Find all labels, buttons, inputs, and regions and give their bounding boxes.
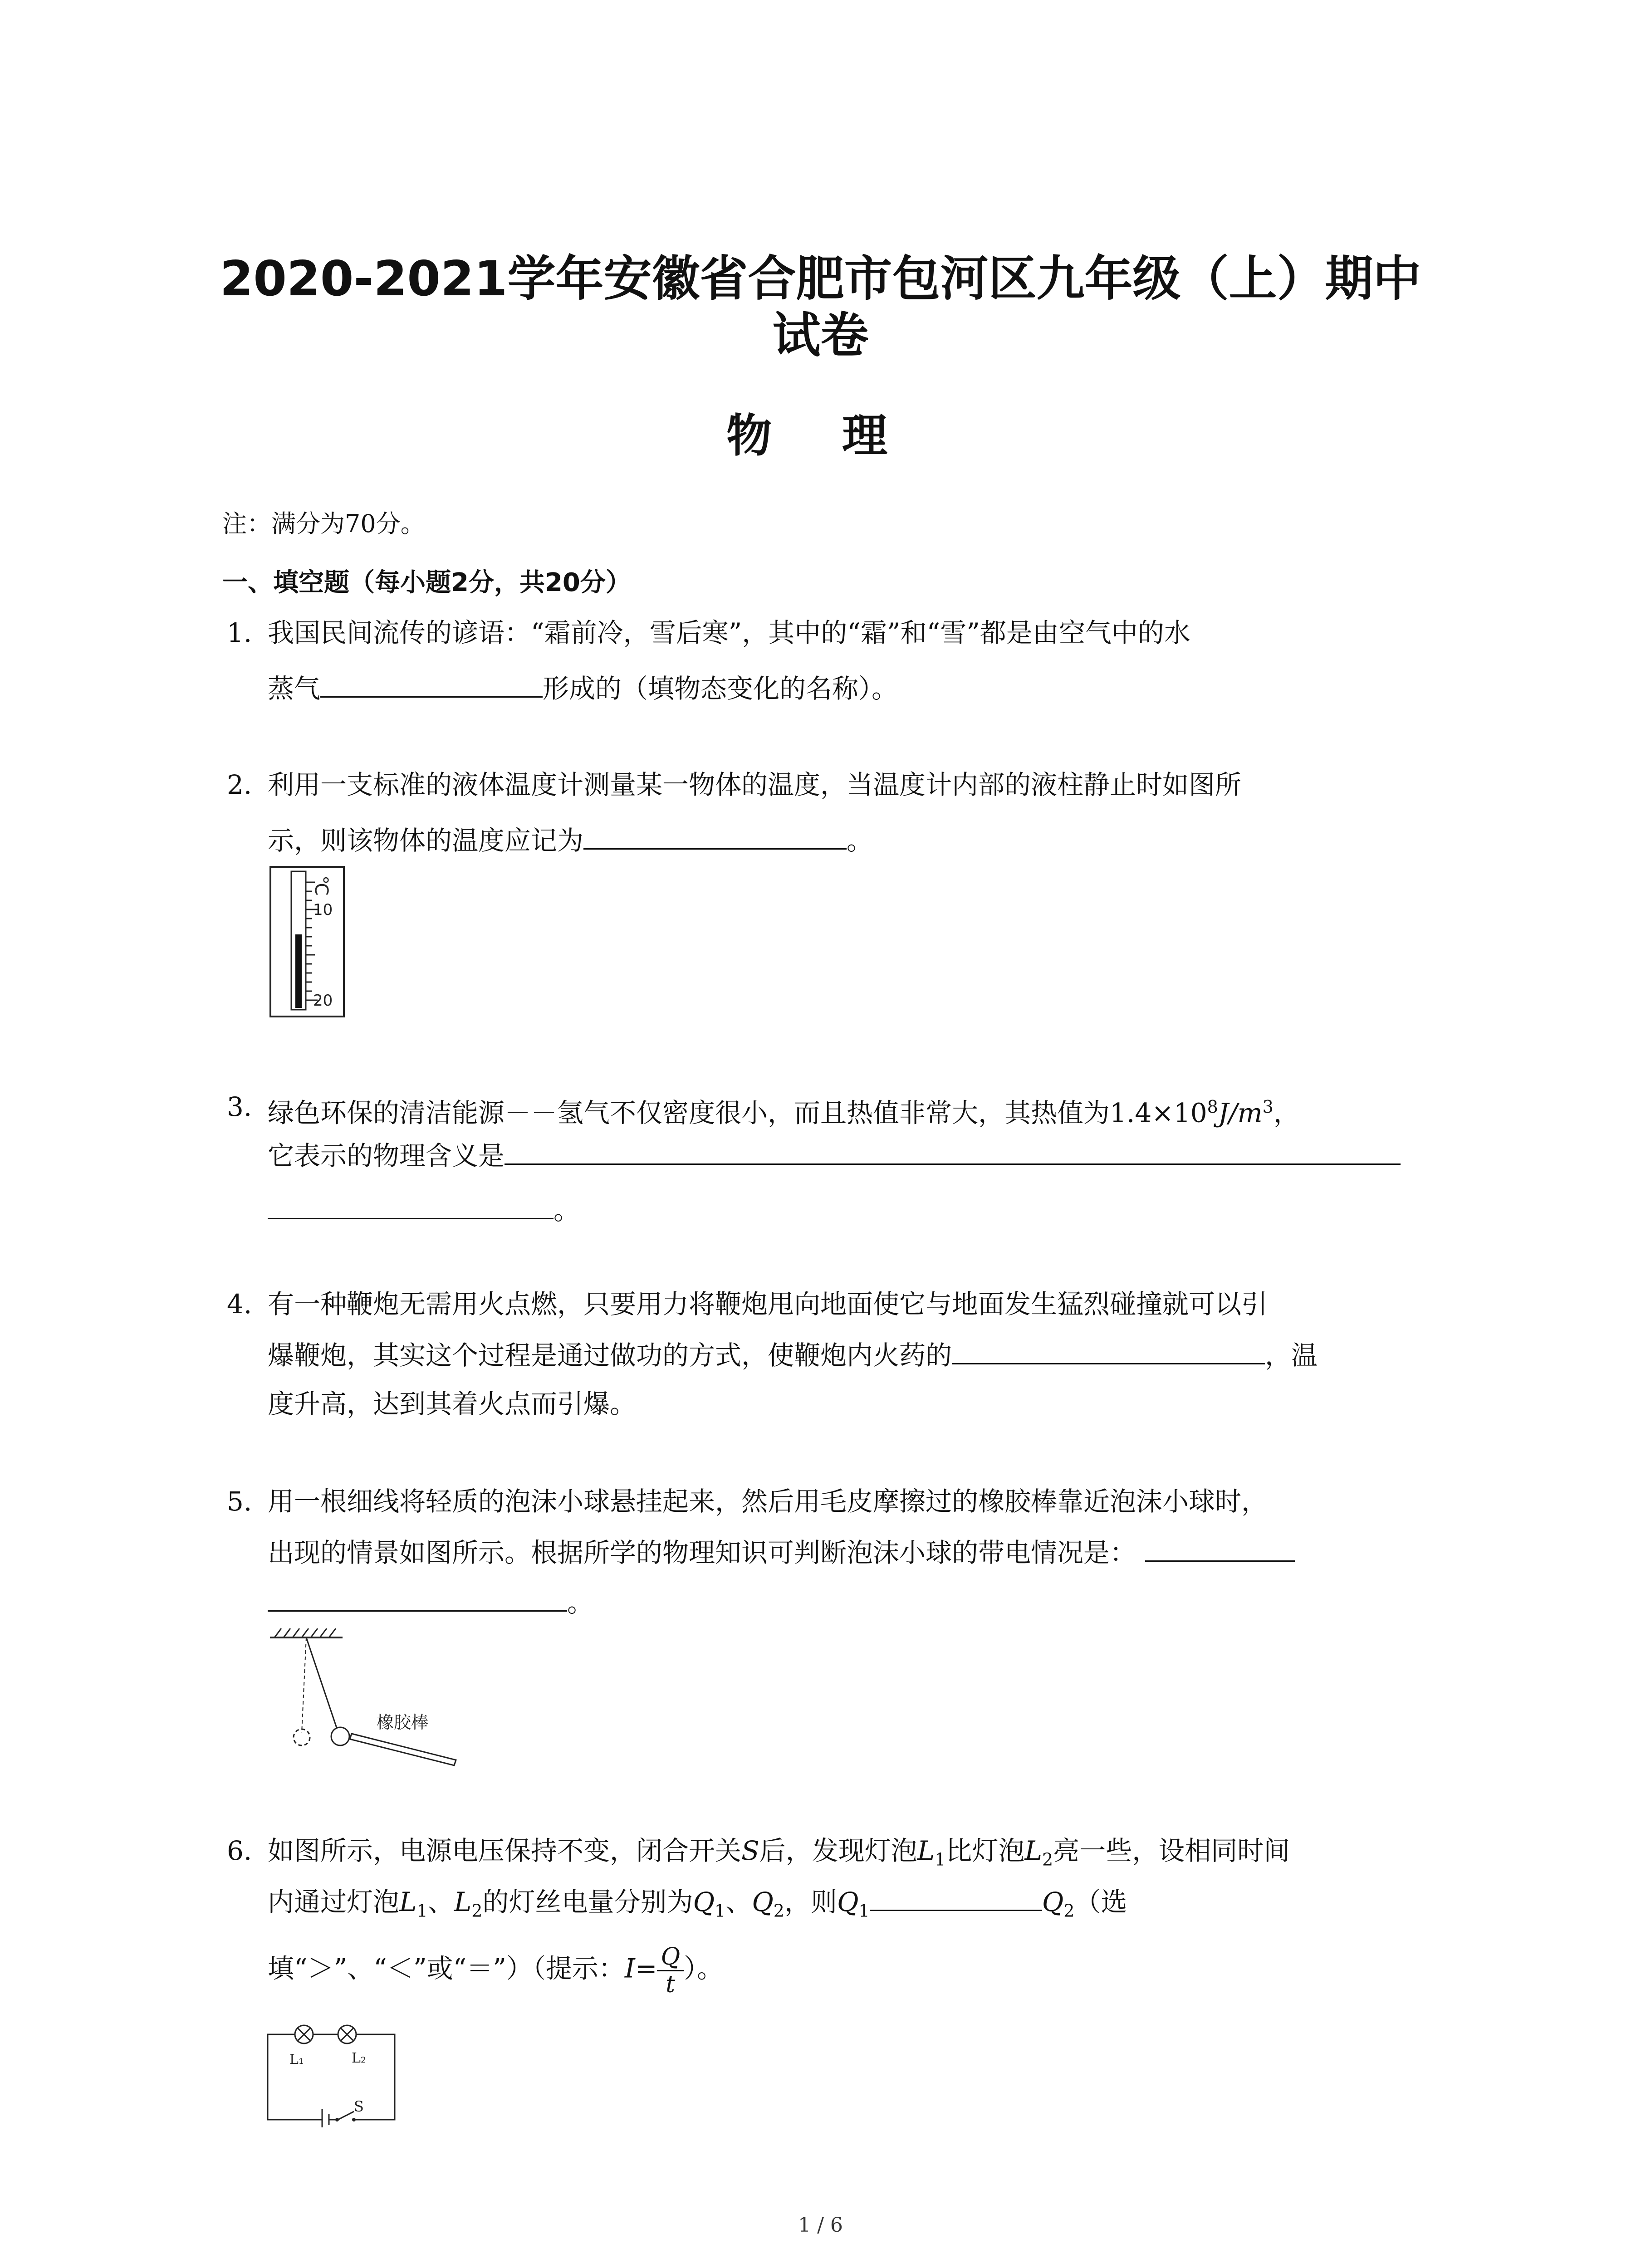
q6-text-2d: （选: [1074, 1887, 1127, 1917]
q5-line-3: [268, 1583, 593, 1621]
q6-number: 6.: [227, 1835, 252, 1866]
q3-answer-blank-2[interactable]: [268, 1191, 554, 1219]
q3-text-b: ，: [1273, 1097, 1300, 1129]
q4-text-b: ，温: [1265, 1340, 1318, 1371]
q6-fraction-numerator: Q: [657, 1944, 684, 1971]
q6-sub: 1: [715, 1901, 726, 1921]
q6-lamp-symbol: L: [454, 1887, 472, 1917]
q6-sub: 2: [1063, 1901, 1075, 1921]
q3-exponent: 8: [1207, 1097, 1218, 1117]
q5-text-a: 出现的情景如图所示。根据所学的物理知识可判断泡沫小球的带电情况是：: [268, 1537, 1136, 1568]
q6-fraction-denominator: t: [666, 1971, 676, 1998]
q3-unit-exponent: 3: [1262, 1097, 1274, 1117]
q6-text-3a: 填“＞”、“＜”或“＝”）（提示：: [268, 1953, 625, 1984]
q6-separator: 、: [427, 1887, 454, 1917]
q5-number: 5.: [227, 1486, 252, 1517]
q6-lamp-symbol: L: [1024, 1835, 1042, 1866]
q2-line-2: [268, 821, 873, 859]
q6-charge-symbol: Q: [1042, 1887, 1064, 1917]
q1-answer-blank[interactable]: [320, 669, 543, 698]
subject-title: 物 理: [726, 409, 915, 462]
q6-text-1d: 亮一些，设相同时间: [1053, 1835, 1290, 1866]
q2-answer-blank[interactable]: [583, 821, 847, 850]
q6-sub: 2: [471, 1901, 483, 1921]
q3-answer-blank-1[interactable]: [505, 1136, 1401, 1165]
q4-line-2: [268, 1336, 1318, 1374]
q6-current-formula: I=: [624, 1953, 657, 1984]
q3-text-a: 绿色环保的清洁能源－－氢气不仅密度很小，而且热值非常大，其热值为1.4×10: [268, 1097, 1207, 1129]
q6-charge-symbol: Q: [837, 1887, 859, 1917]
thermometer-tick-20: 20: [313, 992, 333, 1010]
q6-sub: 1: [935, 1849, 946, 1870]
pendulum-figure: [265, 1624, 465, 1774]
q5-text-b: 。: [567, 1587, 594, 1618]
q6-fraction: [657, 1944, 684, 1998]
page-number: 1 / 6: [798, 2214, 843, 2237]
q6-lamp-symbol: L: [917, 1835, 935, 1866]
score-note: 注：满分为70分。: [222, 509, 425, 538]
q6-line-2: [268, 1882, 1127, 1929]
q4-line-3: 度升高，达到其着火点而引爆。: [268, 1388, 637, 1419]
q4-text-a: 爆鞭炮，其实这个过程是通过做功的方式，使鞭炮内火药的: [268, 1340, 952, 1371]
q2-number: 2.: [227, 769, 252, 800]
section-1-heading: 一、填空题（每小题2分，共20分）: [222, 568, 631, 597]
q6-text-1c: 比灯泡: [945, 1835, 1025, 1866]
q6-line-1: [268, 1833, 1290, 1878]
thermometer-unit: ℃: [311, 875, 332, 896]
title-line-2: 试卷: [772, 308, 869, 363]
circuit-label-l2: L₂: [352, 2050, 366, 2066]
q6-sub: 2: [773, 1901, 784, 1921]
q6-text-2b: 的灯丝电量分别为: [482, 1887, 693, 1917]
q3-unit: J/m: [1218, 1097, 1263, 1129]
q6-text-1a: 如图所示，电源电压保持不变，闭合开关: [268, 1835, 742, 1866]
q6-sub: 2: [1042, 1849, 1053, 1870]
q1-number: 1.: [227, 617, 252, 648]
q6-charge-symbol: Q: [752, 1887, 774, 1917]
q1-text-b: 形成的（填物态变化的名称）。: [543, 673, 898, 704]
q4-answer-blank[interactable]: [952, 1336, 1265, 1364]
q5-answer-blank-2[interactable]: [268, 1583, 567, 1612]
circuit-label-s: S: [354, 2098, 364, 2115]
q6-text-1b: 后，发现灯泡: [759, 1835, 917, 1866]
thermometer-tick-10: 10: [313, 901, 333, 919]
q6-text-3b: ）。: [684, 1953, 724, 1984]
q6-lamp-symbol: L: [399, 1887, 417, 1917]
q2-text-b: 。: [847, 825, 873, 856]
q1-text-a: 蒸气: [268, 673, 321, 704]
q5-line-2: [268, 1533, 1295, 1571]
q6-switch-symbol: S: [741, 1835, 759, 1866]
q6-separator: 、: [725, 1887, 752, 1917]
q6-charge-symbol: Q: [693, 1887, 715, 1917]
title-line-1: 2020-2021学年安徽省合肥市包河区九年级（上）期中: [220, 251, 1421, 307]
rubber-rod-label: 橡胶棒: [377, 1712, 429, 1732]
q4-number: 4.: [227, 1289, 252, 1320]
q2-line-1: 利用一支标准的液体温度计测量某一物体的温度，当温度计内部的液柱静止时如图所: [268, 769, 1242, 800]
thermometer-figure: [268, 864, 349, 1021]
q3-number: 3.: [227, 1091, 252, 1122]
q3-text-d: 。: [554, 1195, 580, 1226]
q4-line-1: 有一种鞭炮无需用火点燃，只要用力将鞭炮甩向地面使它与地面发生猛烈碰撞就可以引: [268, 1289, 1268, 1320]
q6-sub: 1: [858, 1901, 870, 1921]
q1-line-2: [268, 669, 898, 707]
q3-text-c: 它表示的物理含义是: [268, 1140, 505, 1171]
q6-text-2c: ，则: [784, 1887, 837, 1917]
q6-text-2a: 内通过灯泡: [268, 1887, 400, 1917]
q3-line-2: [268, 1136, 1401, 1174]
circuit-label-l1: L₁: [289, 2052, 304, 2068]
q1-line-1: 我国民间流传的谚语：“霜前冷，雪后寒”，其中的“霜”和“雪”都是由空气中的水: [268, 617, 1190, 648]
q2-text-a: 示，则该物体的温度应记为: [268, 825, 584, 856]
circuit-figure: [263, 2016, 413, 2127]
q3-line-3: [268, 1191, 580, 1228]
q6-line-3: [268, 1944, 723, 1998]
q5-line-1: 用一根细线将轻质的泡沫小球悬挂起来，然后用毛皮摩擦过的橡胶棒靠近泡沫小球时，: [268, 1486, 1268, 1517]
q3-line-1: [268, 1089, 1300, 1131]
q6-answer-blank[interactable]: [870, 1882, 1042, 1911]
q5-answer-blank-1[interactable]: [1145, 1533, 1295, 1562]
q6-sub: 1: [416, 1901, 428, 1921]
